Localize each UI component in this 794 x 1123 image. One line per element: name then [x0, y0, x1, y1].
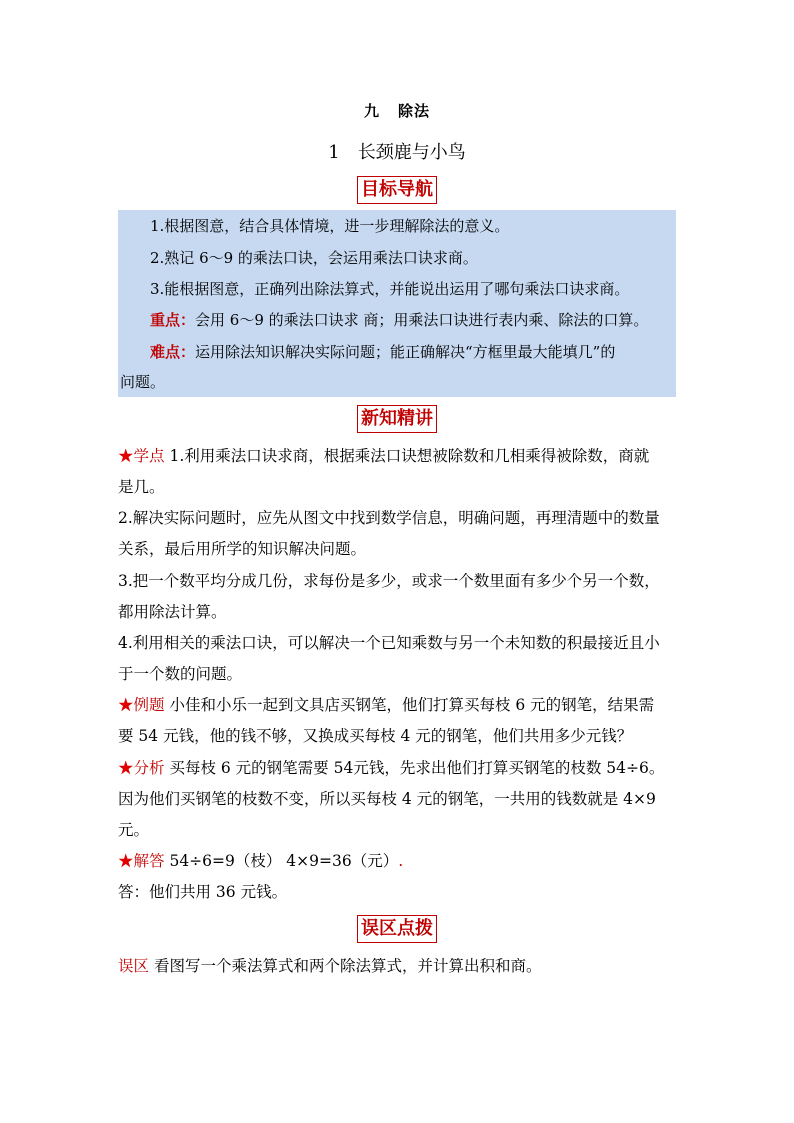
star-icon: ★ [118, 852, 134, 870]
answer-line [118, 851, 403, 871]
example-label: 例题 [133, 696, 165, 714]
goal-difficulty-cont: 问题。 [120, 373, 166, 391]
chapter-heading [0, 100, 794, 121]
answer-calc: 54÷6=9（枝） 4×9=36（元） [164, 852, 399, 870]
learning-p4-line1: 4.利用相关的乘法口诀，可以解决一个已知乘数与另一个未知数的积最接近且小 [118, 634, 660, 652]
goal-key-point [150, 310, 648, 330]
star-icon: ★ [118, 696, 134, 714]
answer-final: 答：他们共用 36 元钱。 [118, 883, 288, 901]
mistake-header-label: 误区点拨 [357, 915, 437, 943]
difficulty-label: 难点： [150, 343, 196, 361]
difficulty-text: 运用除法知识解决实际问题；能正确解决“方框里最大能填几”的 [195, 343, 616, 361]
learning-point-line [118, 446, 649, 466]
chapter-title: 除法 [398, 102, 431, 120]
example-line-1 [118, 695, 654, 715]
goals-header-label: 目标导航 [357, 176, 437, 204]
lesson-number: 1 [328, 142, 340, 163]
star-icon: ★ [118, 447, 134, 465]
answer-dot: . [398, 852, 404, 870]
analysis-label: 分析 [133, 759, 165, 777]
star-icon: ★ [118, 759, 134, 777]
goals-box [118, 210, 676, 397]
learning-p1-line2: 是几。 [118, 478, 165, 496]
answer-label: 解答 [133, 852, 165, 870]
learning-p3-line2: 都用除法计算。 [118, 603, 227, 621]
key-point-label: 重点： [150, 311, 196, 329]
example-line-2: 要 54 元钱，他的钱不够，又换成买每枝 4 元的钢笔，他们共用多少元钱？ [118, 727, 633, 745]
learning-label: 学点 [133, 447, 165, 465]
chapter-number: 九 [363, 102, 380, 120]
mistake-line [118, 956, 541, 976]
analysis-line-1 [118, 758, 664, 778]
knowledge-section-header [0, 405, 794, 433]
learning-p2-line1: 2.解决实际问题时，应先从图文中找到数学信息，明确问题，再理清题中的数量 [118, 509, 660, 527]
goal-difficulty [150, 342, 615, 362]
lesson-title: 长颈鹿与小鸟 [357, 142, 466, 163]
learning-p3-line1: 3.把一个数平均分成几份，求每份是多少，或求一个数里面有多少个另一个数， [118, 572, 660, 590]
mistake-text: 看图写一个乘法算式和两个除法算式，并计算出积和商。 [149, 957, 542, 975]
analysis-text-1: 买每枝 6 元的钢笔需要 54元钱，先求出他们打算买钢笔的枝数 54÷6。 [164, 759, 665, 777]
analysis-line-2: 因为他们买钢笔的枝数不变，所以买每枝 4 元的钢笔，一共用的钱数就是 4×9 [118, 790, 656, 808]
analysis-line-3: 元。 [118, 821, 150, 839]
mistake-section-header [0, 915, 794, 943]
goal-line-1: 1.根据图意，结合具体情境，进一步理解除法的意义。 [150, 217, 510, 235]
learning-p4-line2: 于一个数的问题。 [118, 665, 243, 683]
key-point-text: 会用 6～9 的乘法口诀求 商；用乘法口诀进行表内乘、除法的口算。 [195, 311, 649, 329]
goal-line-2: 2.熟记 6～9 的乘法口诀，会运用乘法口诀求商。 [150, 249, 478, 267]
knowledge-header-label: 新知精讲 [357, 405, 437, 433]
goals-section-header [0, 176, 794, 204]
goal-line-3: 3.能根据图意，正确列出除法算式，并能说出运用了哪句乘法口诀求商。 [150, 280, 630, 298]
mistake-label: 误区 [118, 957, 150, 975]
learning-p1-line1: 1.利用乘法口诀求商，根据乘法口诀想被除数和几相乘得被除数，商就 [164, 447, 650, 465]
example-text-1: 小佳和小乐一起到文具店买钢笔，他们打算买每枝 6 元的钢笔，结果需 [164, 696, 655, 714]
lesson-heading [0, 138, 794, 164]
learning-p2-line2: 关系，最后用所学的知识解决问题。 [118, 540, 367, 558]
